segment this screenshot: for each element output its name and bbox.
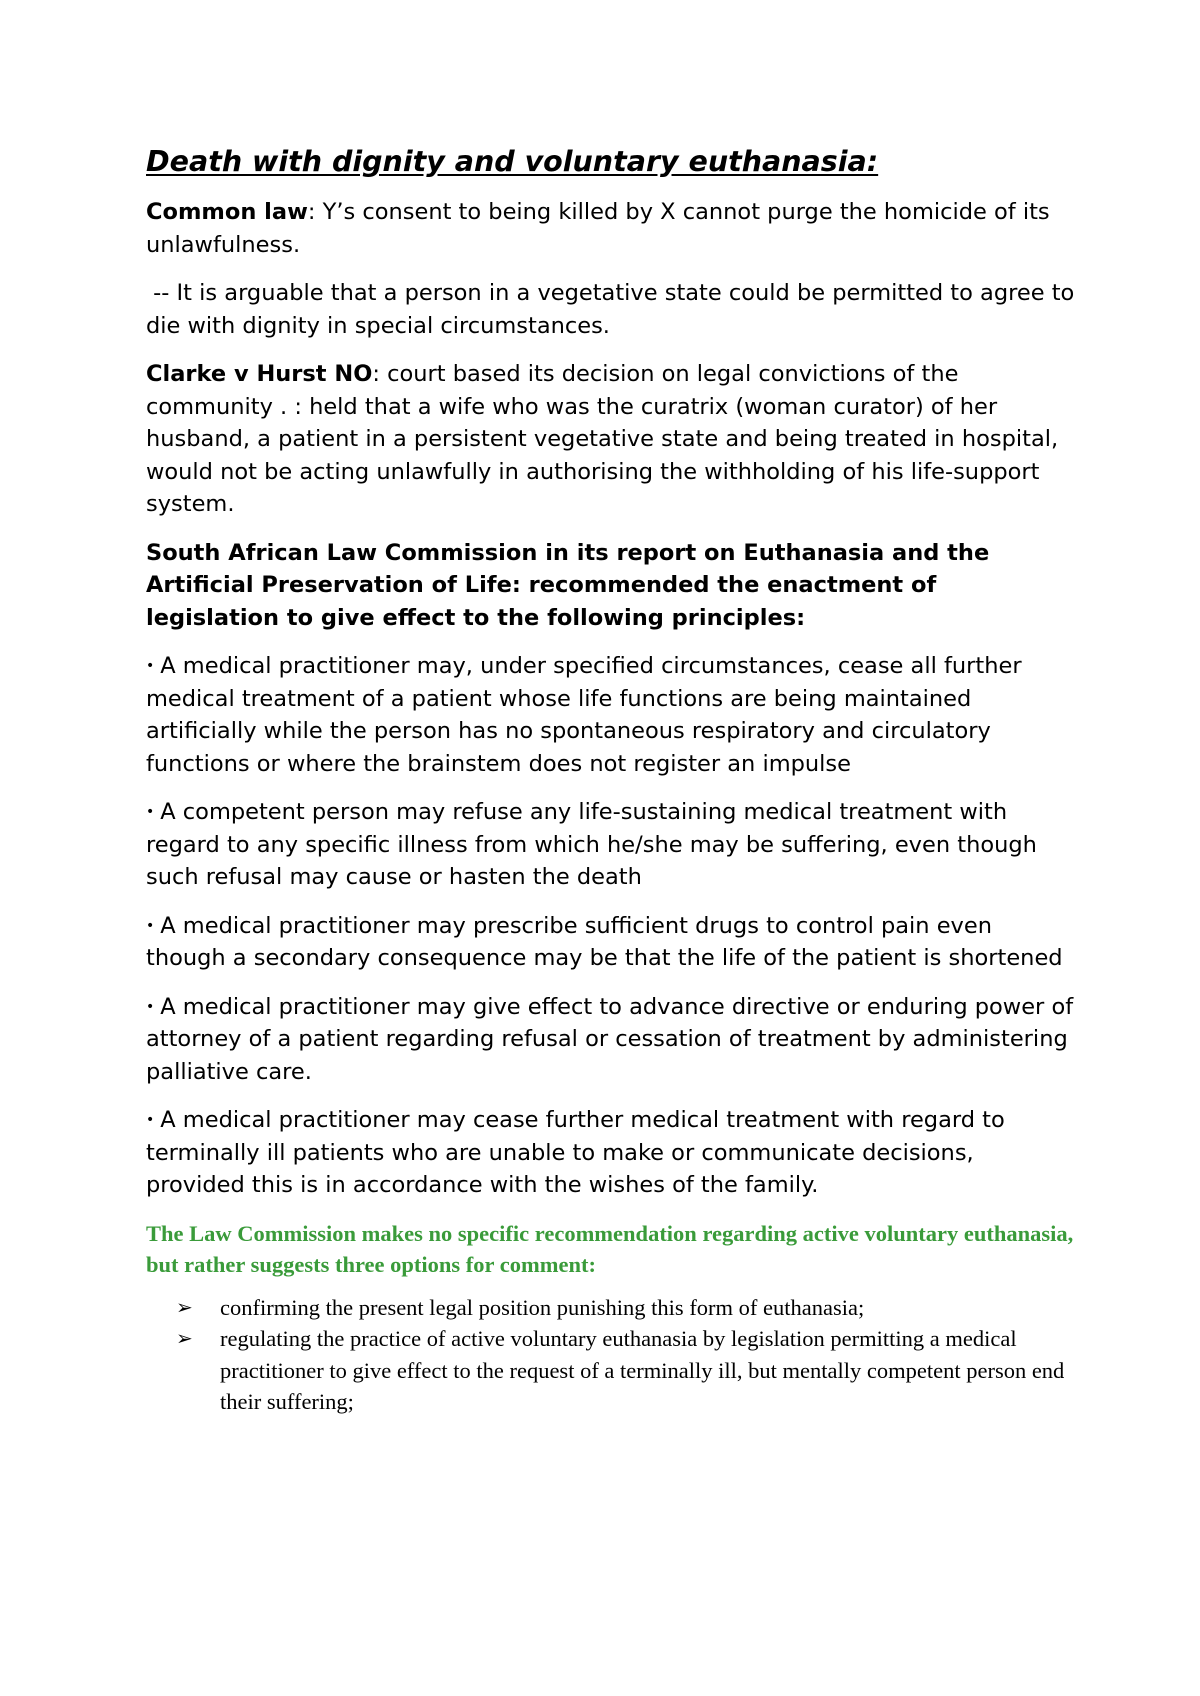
arrow-bullet-icon: ➢ (176, 1294, 193, 1319)
principle-text: A competent person may refuse any life-sustaining medical treatment with regard to any specific illness from which he/she may be suffering, even though such refusal may cause or hasten the death (146, 799, 1037, 890)
principle-item (146, 796, 1076, 894)
option-text: confirming the present legal position punishing this form of euthanasia; (220, 1294, 865, 1320)
document-title: Death with dignity and voluntary euthanasia: (146, 145, 879, 178)
option-item (146, 1323, 1076, 1418)
common-law-text: : Y’s consent to being killed by X cannot purge the homicide of its unlawfulness. (146, 199, 1050, 258)
principle-item (146, 910, 1076, 975)
bullet-icon: • (146, 658, 155, 674)
principle-text: A medical practitioner may give effect to advance directive or enduring power of attorney of a patient regarding refusal or cessation of treatment by administering palliative care. (146, 993, 1074, 1085)
principle-item (146, 991, 1076, 1089)
bullet-icon: • (146, 917, 155, 934)
arguable-paragraph: -- It is arguable that a person in a vegetative state could be permitted to agree to die with dignity in special circumstances. (146, 280, 1082, 339)
bullet-icon: • (146, 1112, 155, 1128)
option-item (146, 1292, 1076, 1324)
common-law-label: Common law (146, 199, 308, 225)
arrow-bullet-icon: ➢ (176, 1326, 193, 1350)
clarke-label: Clarke v Hurst NO (146, 361, 373, 387)
option-text: regulating the practice of active voluntary euthanasia by legislation permitting a medical practitioner to give effect to the request of a terminally ill, but mentally competent person end their suffering; (220, 1326, 1065, 1414)
options-list (146, 1292, 1076, 1418)
document-page (146, 142, 1082, 1418)
clarke-text: : court based its decision on legal convictions of the community . : held that a wife who was the curatrix (woman curator) of her husband, a patient in a persistent vegetative state and being treated in hospital, would not be acting unlawfully in authorising the withholding of his life-support system. (146, 361, 1059, 517)
clarke-paragraph (146, 358, 1076, 521)
common-law-paragraph (146, 196, 1076, 261)
principle-item (146, 650, 1076, 780)
principle-item (146, 1104, 1076, 1202)
bullet-icon: • (146, 998, 155, 1015)
bullet-icon: • (146, 804, 155, 820)
commission-note: The Law Commission makes no specific recommendation regarding active voluntary euthanasia, but rather suggests three options for comment: (146, 1220, 1074, 1277)
principle-text: A medical practitioner may prescribe sufficient drugs to control pain even though a secondary consequence may be that the life of the patient is shortened (146, 912, 1063, 971)
principle-text: A medical practitioner may, under specified circumstances, cease all further medical treatment of a patient whose life functions are being maintained artificially while the person has no spontaneous respiratory and circulatory functions or where the brainstem does not register an impulse (146, 653, 1022, 777)
principle-text: A medical practitioner may cease further medical treatment with regard to terminally ill patients who are unable to make or communicate decisions, provided this is in accordance with the wishes of the family. (146, 1107, 1005, 1198)
commission-heading: South African Law Commission in its report on Euthanasia and the Artificial Preservation of Life: recommended the enactment of legislation to give effect to the following principles: (146, 539, 990, 631)
